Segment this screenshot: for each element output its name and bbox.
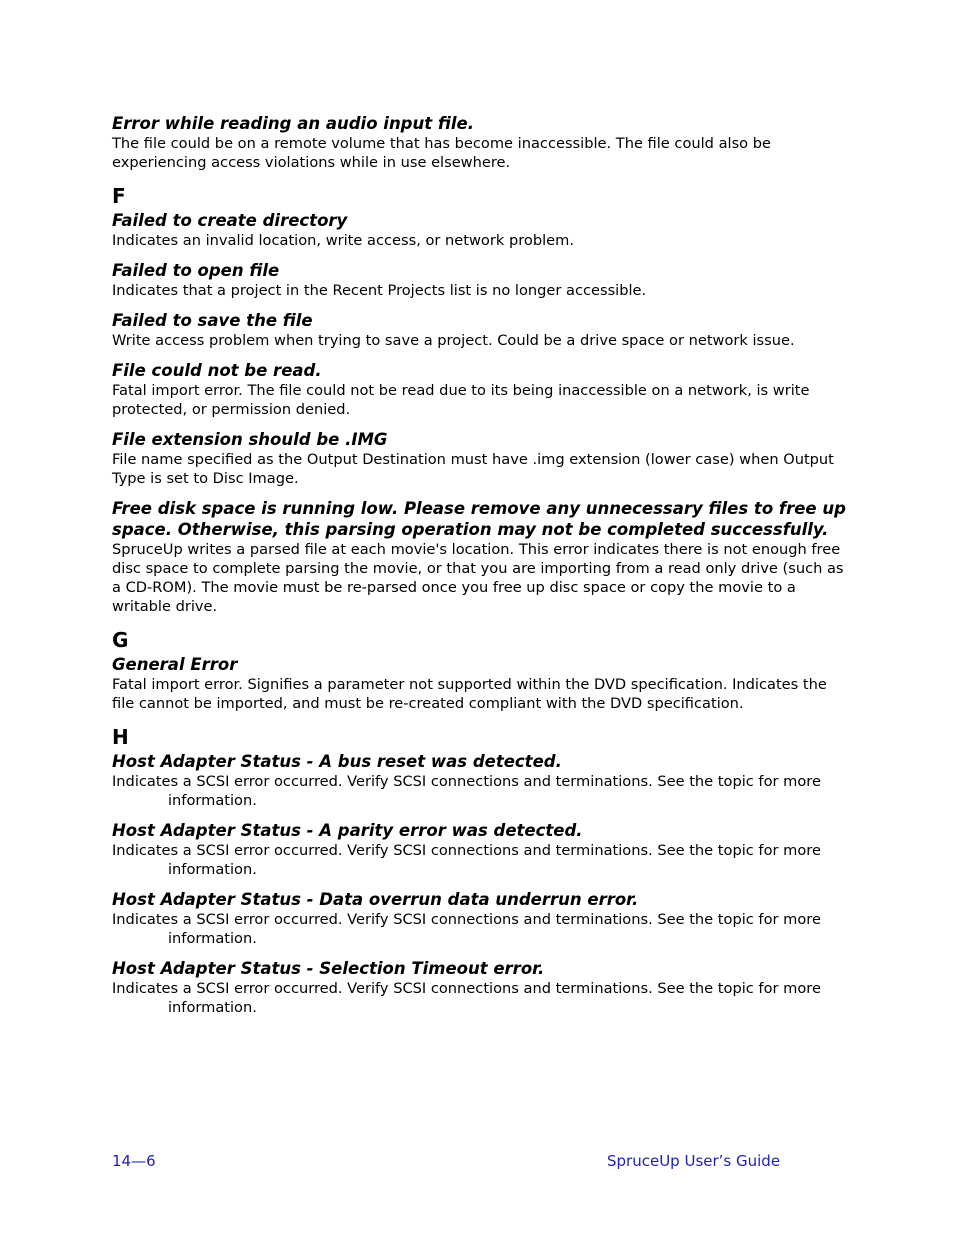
error-entry: [112, 751, 852, 810]
error-title: Failed to create directory: [112, 211, 348, 230]
error-entry: [112, 360, 852, 419]
error-entry: [112, 889, 852, 948]
guide-title: SpruceUp User’s Guide: [607, 1152, 781, 1170]
error-entry: [112, 429, 852, 488]
error-entry: [112, 958, 852, 1017]
section-heading-g: G: [112, 628, 129, 652]
error-entry: [112, 113, 852, 172]
error-title: General Error: [112, 655, 238, 674]
error-description: Fatal import error. Signifies a parameter not supported within the DVD specification. Indicates the file cannot be imported, and must be re-created compliant with the DVD specification.: [112, 676, 827, 712]
error-entry: [112, 310, 852, 350]
page-number: 14—6: [112, 1152, 156, 1170]
error-title: Host Adapter Status - Selection Timeout error.: [112, 959, 545, 978]
error-title: File extension should be .IMG: [112, 430, 388, 449]
error-description: Indicates a SCSI error occurred. Verify SCSI connections and terminations. See the topic for more information.: [112, 980, 821, 1016]
error-description: File name specified as the Output Destination must have .img extension (lower case) when Output Type is set to Disc Image.: [112, 451, 834, 487]
error-description: Write access problem when trying to save a project. Could be a drive space or network issue.: [112, 332, 795, 349]
error-title: Host Adapter Status - Data overrun data underrun error.: [112, 890, 639, 909]
error-description: SpruceUp writes a parsed file at each movie's location. This error indicates there is not enough free disc space to complete parsing the movie, or that you are importing from a read only drive (such as a CD-ROM). The movie must be re-parsed once you free up disc space or copy the movie to a writable drive.: [112, 541, 844, 615]
error-entry: [112, 498, 852, 616]
section-heading-f: F: [112, 184, 126, 208]
error-entry: [112, 210, 852, 250]
error-entry: [112, 654, 852, 713]
error-description: The file could be on a remote volume that has become inaccessible. The file could also be experiencing access violations while in use elsewhere.: [112, 135, 771, 171]
error-title: Host Adapter Status - A bus reset was detected.: [112, 752, 562, 771]
page-content: [112, 113, 852, 1027]
error-description: Indicates a SCSI error occurred. Verify SCSI connections and terminations. See the topic for more information.: [112, 842, 821, 878]
error-title: Failed to open file: [112, 261, 280, 280]
error-title: File could not be read.: [112, 361, 322, 380]
error-description: Indicates that a project in the Recent Projects list is no longer accessible.: [112, 282, 647, 299]
error-title: Free disk space is running low. Please remove any unnecessary files to free up space. Otherwise, this parsing operation may not be completed successfully.: [112, 499, 846, 539]
error-description: Indicates a SCSI error occurred. Verify SCSI connections and terminations. See the topic for more information.: [112, 773, 821, 809]
error-entry: [112, 260, 852, 300]
error-title: Error while reading an audio input file.: [112, 114, 474, 133]
error-description: Indicates an invalid location, write access, or network problem.: [112, 232, 574, 249]
error-description: Fatal import error. The file could not be read due to its being inaccessible on a network, is write protected, or permission denied.: [112, 382, 810, 418]
error-title: Host Adapter Status - A parity error was detected.: [112, 821, 583, 840]
error-entry: [112, 820, 852, 879]
error-description: Indicates a SCSI error occurred. Verify SCSI connections and terminations. See the topic for more information.: [112, 911, 821, 947]
section-heading-h: H: [112, 725, 129, 749]
error-title: Failed to save the file: [112, 311, 313, 330]
